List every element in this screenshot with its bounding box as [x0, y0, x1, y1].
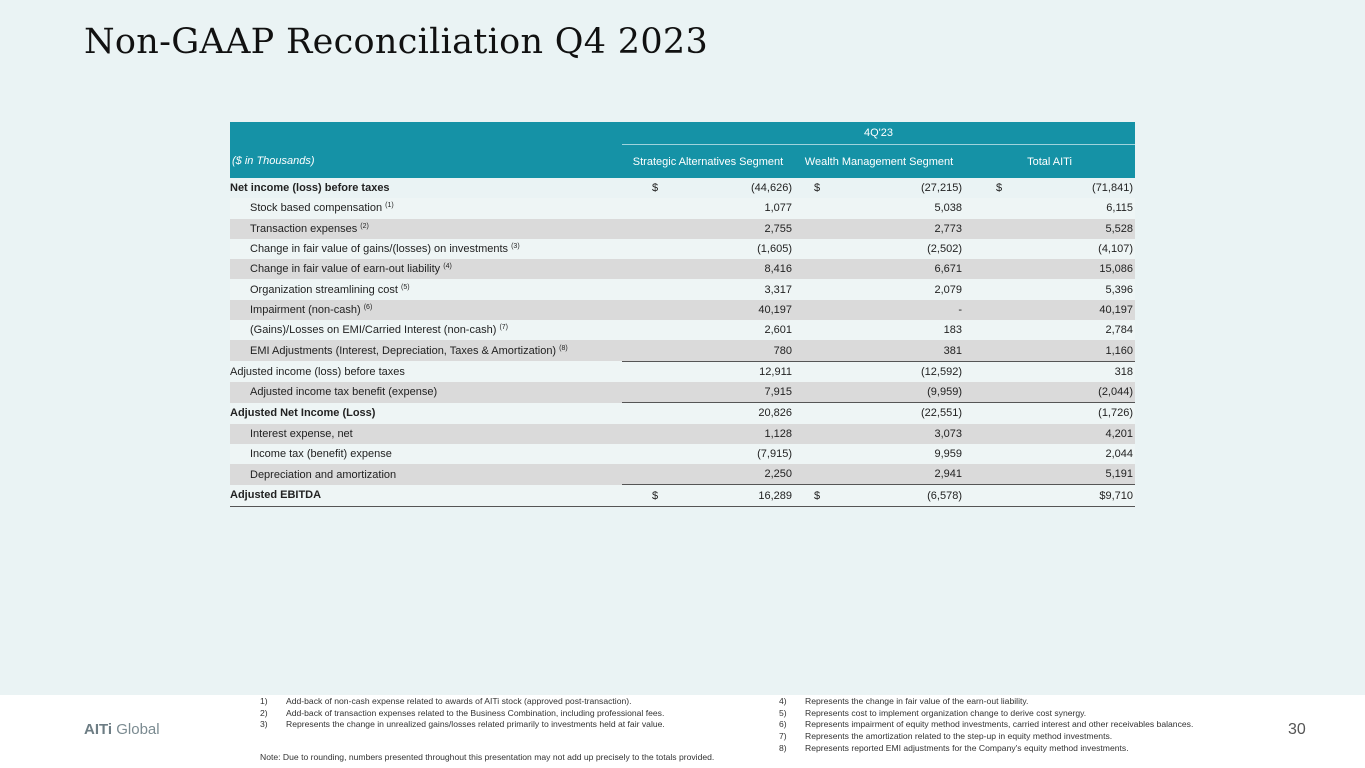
row-label	[230, 259, 622, 279]
value-cell: (2,044)	[1004, 382, 1135, 403]
footnote-ref: (5)	[401, 283, 410, 291]
value-cell: $9,710	[1004, 485, 1135, 506]
footnote-number: 6)	[779, 719, 787, 730]
value-cell: 9,959	[834, 444, 964, 464]
currency-cell	[622, 198, 664, 218]
currency-cell	[964, 320, 1004, 340]
footnote-number: 7)	[779, 731, 787, 742]
table-row	[230, 259, 1135, 279]
row-label-text: Stock based compensation	[250, 202, 383, 215]
currency-cell	[622, 259, 664, 279]
table-row	[230, 382, 1135, 403]
footnote-number: 2)	[260, 707, 268, 718]
row-label-text: Organization streamlining cost	[250, 283, 398, 296]
value-cell: 5,038	[834, 198, 964, 218]
value-cell: 4,201	[1004, 424, 1135, 444]
footnote	[779, 708, 1193, 720]
value-cell: (71,841)	[1004, 178, 1135, 198]
value-cell: 780	[664, 340, 794, 361]
row-label-text: Change in fair value of earn-out liability	[250, 263, 441, 276]
value-cell: (4,107)	[1004, 239, 1135, 259]
row-label-text: Income tax (benefit) expense	[250, 448, 392, 460]
currency-cell	[964, 198, 1004, 218]
value-cell: 2,601	[664, 320, 794, 340]
table-row	[230, 444, 1135, 464]
row-label	[230, 198, 622, 218]
row-label	[230, 403, 622, 424]
currency-cell	[622, 382, 664, 403]
currency-cell	[964, 219, 1004, 239]
table-row	[230, 424, 1135, 444]
footnote	[779, 743, 1193, 755]
currency-cell	[794, 382, 834, 403]
footnote	[260, 696, 665, 708]
footnote-ref: (7)	[499, 324, 508, 332]
footnote-text: Represents the change in fair value of the earn-out liability.	[805, 696, 1029, 706]
row-label	[230, 361, 622, 382]
value-cell: 2,250	[664, 464, 794, 485]
value-cell: -	[834, 300, 964, 320]
currency-cell	[964, 444, 1004, 464]
table-row	[230, 239, 1135, 259]
row-label-text: EMI Adjustments (Interest, Depreciation, Taxes & Amortization)	[250, 344, 557, 357]
currency-cell	[964, 239, 1004, 259]
currency-cell: $	[622, 485, 664, 506]
currency-cell	[622, 361, 664, 382]
logo-bold: AITi	[84, 721, 113, 738]
row-label-text: Adjusted EBITDA	[230, 489, 322, 502]
currency-cell: $	[622, 178, 664, 198]
value-cell: (1,726)	[1004, 403, 1135, 424]
row-label-text: Adjusted income (loss) before taxes	[230, 365, 405, 378]
table-row	[230, 178, 1135, 198]
value-cell: 20,826	[664, 403, 794, 424]
value-cell: 318	[1004, 361, 1135, 382]
currency-cell	[794, 424, 834, 444]
currency-cell	[964, 361, 1004, 382]
footnote-ref: (6)	[363, 303, 373, 311]
footnote	[779, 719, 1193, 731]
currency-cell	[622, 340, 664, 361]
footnote-ref: (8)	[559, 344, 568, 352]
currency-cell	[794, 239, 834, 259]
value-cell: (2,502)	[834, 239, 964, 259]
currency-cell	[964, 382, 1004, 403]
footnote-number: 8)	[779, 742, 787, 753]
footnote-ref: (1)	[385, 202, 394, 210]
footnote-text: Represents the change in unrealized gains/losses related primarily to investments held at fair value.	[286, 719, 665, 730]
row-label	[230, 300, 622, 320]
row-label-text: Interest expense, net	[250, 427, 353, 440]
row-label-text: Impairment (non-cash)	[250, 303, 361, 316]
currency-cell	[622, 300, 664, 320]
row-label	[230, 320, 622, 340]
currency-cell	[622, 279, 664, 299]
currency-cell	[794, 444, 834, 464]
value-cell: 381	[834, 340, 964, 361]
period-header: 4Q'23	[622, 122, 1135, 145]
row-label	[230, 464, 622, 485]
footnote-number: 5)	[779, 707, 787, 718]
value-cell: (6,578)	[834, 485, 964, 506]
table-row	[230, 464, 1135, 485]
currency-cell	[622, 444, 664, 464]
currency-cell: $	[794, 178, 834, 198]
currency-cell	[794, 219, 834, 239]
footnote-text: Represents the amortization related to the step-up in equity method investments.	[805, 731, 1113, 742]
value-cell: 5,396	[1004, 279, 1135, 299]
logo-rest: Global	[112, 721, 160, 738]
footnote-text: Represents reported EMI adjustments for the Company's equity method investments.	[805, 742, 1129, 753]
page-number: 30	[1288, 721, 1306, 738]
row-label	[230, 219, 622, 239]
footnote-ref: (4)	[443, 263, 452, 271]
currency-cell	[964, 485, 1004, 506]
value-cell: 8,416	[664, 259, 794, 279]
currency-cell	[622, 464, 664, 485]
value-cell: 5,528	[1004, 219, 1135, 239]
currency-cell	[964, 340, 1004, 361]
value-cell: (7,915)	[664, 444, 794, 464]
currency-cell	[622, 403, 664, 424]
table-row	[230, 198, 1135, 218]
row-label	[230, 279, 622, 299]
row-label	[230, 178, 622, 198]
currency-cell	[622, 424, 664, 444]
footnote-number: 4)	[779, 696, 787, 706]
reconciliation-table	[230, 122, 1135, 507]
table-row	[230, 320, 1135, 340]
row-label-text: Net income (loss) before taxes	[230, 182, 390, 195]
row-label-text: Adjusted Net Income (Loss)	[230, 407, 376, 420]
footnote-text: Add-back of transaction expenses related to the Business Combination, including professional fees.	[286, 707, 665, 718]
value-cell: (27,215)	[834, 178, 964, 198]
value-cell: (22,551)	[834, 403, 964, 424]
currency-cell	[964, 259, 1004, 279]
header-period-row	[230, 122, 1135, 145]
footnote	[260, 708, 665, 720]
row-label-text: (Gains)/Losses on EMI/Carried Interest (non-cash)	[250, 324, 497, 337]
units-label: ($ in Thousands)	[230, 145, 622, 179]
value-cell: 2,079	[834, 279, 964, 299]
row-label-text: Transaction expenses	[250, 222, 358, 235]
footnotes-left	[260, 696, 665, 731]
footnote-ref: (2)	[360, 222, 369, 230]
table-row	[230, 403, 1135, 424]
table-row	[230, 485, 1135, 506]
value-cell: 6,115	[1004, 198, 1135, 218]
page-title: Non-GAAP Reconciliation Q4 2023	[84, 22, 709, 62]
value-cell: 2,044	[1004, 444, 1135, 464]
table-row	[230, 340, 1135, 361]
footnote	[260, 719, 665, 731]
currency-cell	[964, 464, 1004, 485]
currency-cell	[794, 300, 834, 320]
currency-cell	[622, 219, 664, 239]
value-cell: 16,289	[664, 485, 794, 506]
value-cell: 40,197	[664, 300, 794, 320]
value-cell: (9,959)	[834, 382, 964, 403]
value-cell: (12,592)	[834, 361, 964, 382]
currency-cell	[794, 403, 834, 424]
column-header-wealth: Wealth Management Segment	[794, 145, 964, 179]
value-cell: 40,197	[1004, 300, 1135, 320]
value-cell: 3,073	[834, 424, 964, 444]
value-cell: 1,077	[664, 198, 794, 218]
currency-cell	[622, 239, 664, 259]
value-cell: 3,317	[664, 279, 794, 299]
currency-cell	[794, 320, 834, 340]
value-cell: 2,773	[834, 219, 964, 239]
header-columns-row	[230, 145, 1135, 179]
column-header-total: Total AITi	[964, 145, 1135, 179]
currency-cell	[794, 361, 834, 382]
footnote-number: 1)	[260, 696, 268, 706]
table-row	[230, 361, 1135, 382]
value-cell: 12,911	[664, 361, 794, 382]
footnote-text: Represents cost to implement organization change to derive cost synergy.	[805, 707, 1087, 718]
row-label	[230, 239, 622, 259]
currency-cell	[794, 198, 834, 218]
value-cell: 183	[834, 320, 964, 340]
table-row	[230, 219, 1135, 239]
currency-cell: $	[964, 178, 1004, 198]
row-label	[230, 340, 622, 361]
value-cell: 7,915	[664, 382, 794, 403]
currency-cell	[794, 259, 834, 279]
value-cell: 5,191	[1004, 464, 1135, 485]
currency-cell	[794, 464, 834, 485]
column-header-strategic: Strategic Alternatives Segment	[622, 145, 794, 179]
row-label-text: Adjusted income tax benefit (expense)	[250, 386, 438, 399]
value-cell: 15,086	[1004, 259, 1135, 279]
row-label-text: Depreciation and amortization	[250, 468, 397, 481]
company-logo	[84, 721, 160, 738]
footnote	[779, 696, 1193, 708]
currency-cell: $	[794, 485, 834, 506]
currency-cell	[794, 340, 834, 361]
value-cell: (1,605)	[664, 239, 794, 259]
footnote-ref: (3)	[511, 243, 520, 251]
footnote-text: Represents impairment of equity method investments, carried interest and other receivables balances.	[805, 719, 1194, 730]
footnote	[779, 731, 1193, 743]
table-row	[230, 300, 1135, 320]
currency-cell	[964, 403, 1004, 424]
currency-cell	[622, 320, 664, 340]
currency-cell	[964, 279, 1004, 299]
value-cell: 1,128	[664, 424, 794, 444]
value-cell: 6,671	[834, 259, 964, 279]
value-cell: 1,160	[1004, 340, 1135, 361]
footer	[0, 695, 1365, 768]
rounding-note: Note: Due to rounding, numbers presented throughout this presentation may not add up precisely to the totals provided.	[260, 752, 715, 762]
row-label	[230, 382, 622, 403]
row-label	[230, 485, 622, 506]
value-cell: 2,941	[834, 464, 964, 485]
row-label	[230, 444, 622, 464]
currency-cell	[794, 279, 834, 299]
footnotes-right	[779, 696, 1193, 755]
table-row	[230, 279, 1135, 299]
currency-cell	[964, 424, 1004, 444]
row-label	[230, 424, 622, 444]
value-cell: 2,755	[664, 219, 794, 239]
row-label-text: Change in fair value of gains/(losses) on investments	[250, 243, 509, 256]
value-cell: 2,784	[1004, 320, 1135, 340]
value-cell: (44,626)	[664, 178, 794, 198]
currency-cell	[964, 300, 1004, 320]
footnote-text: Add-back of non-cash expense related to awards of AITi stock (approved post-transaction).	[286, 696, 632, 706]
footnote-number: 3)	[260, 719, 268, 730]
